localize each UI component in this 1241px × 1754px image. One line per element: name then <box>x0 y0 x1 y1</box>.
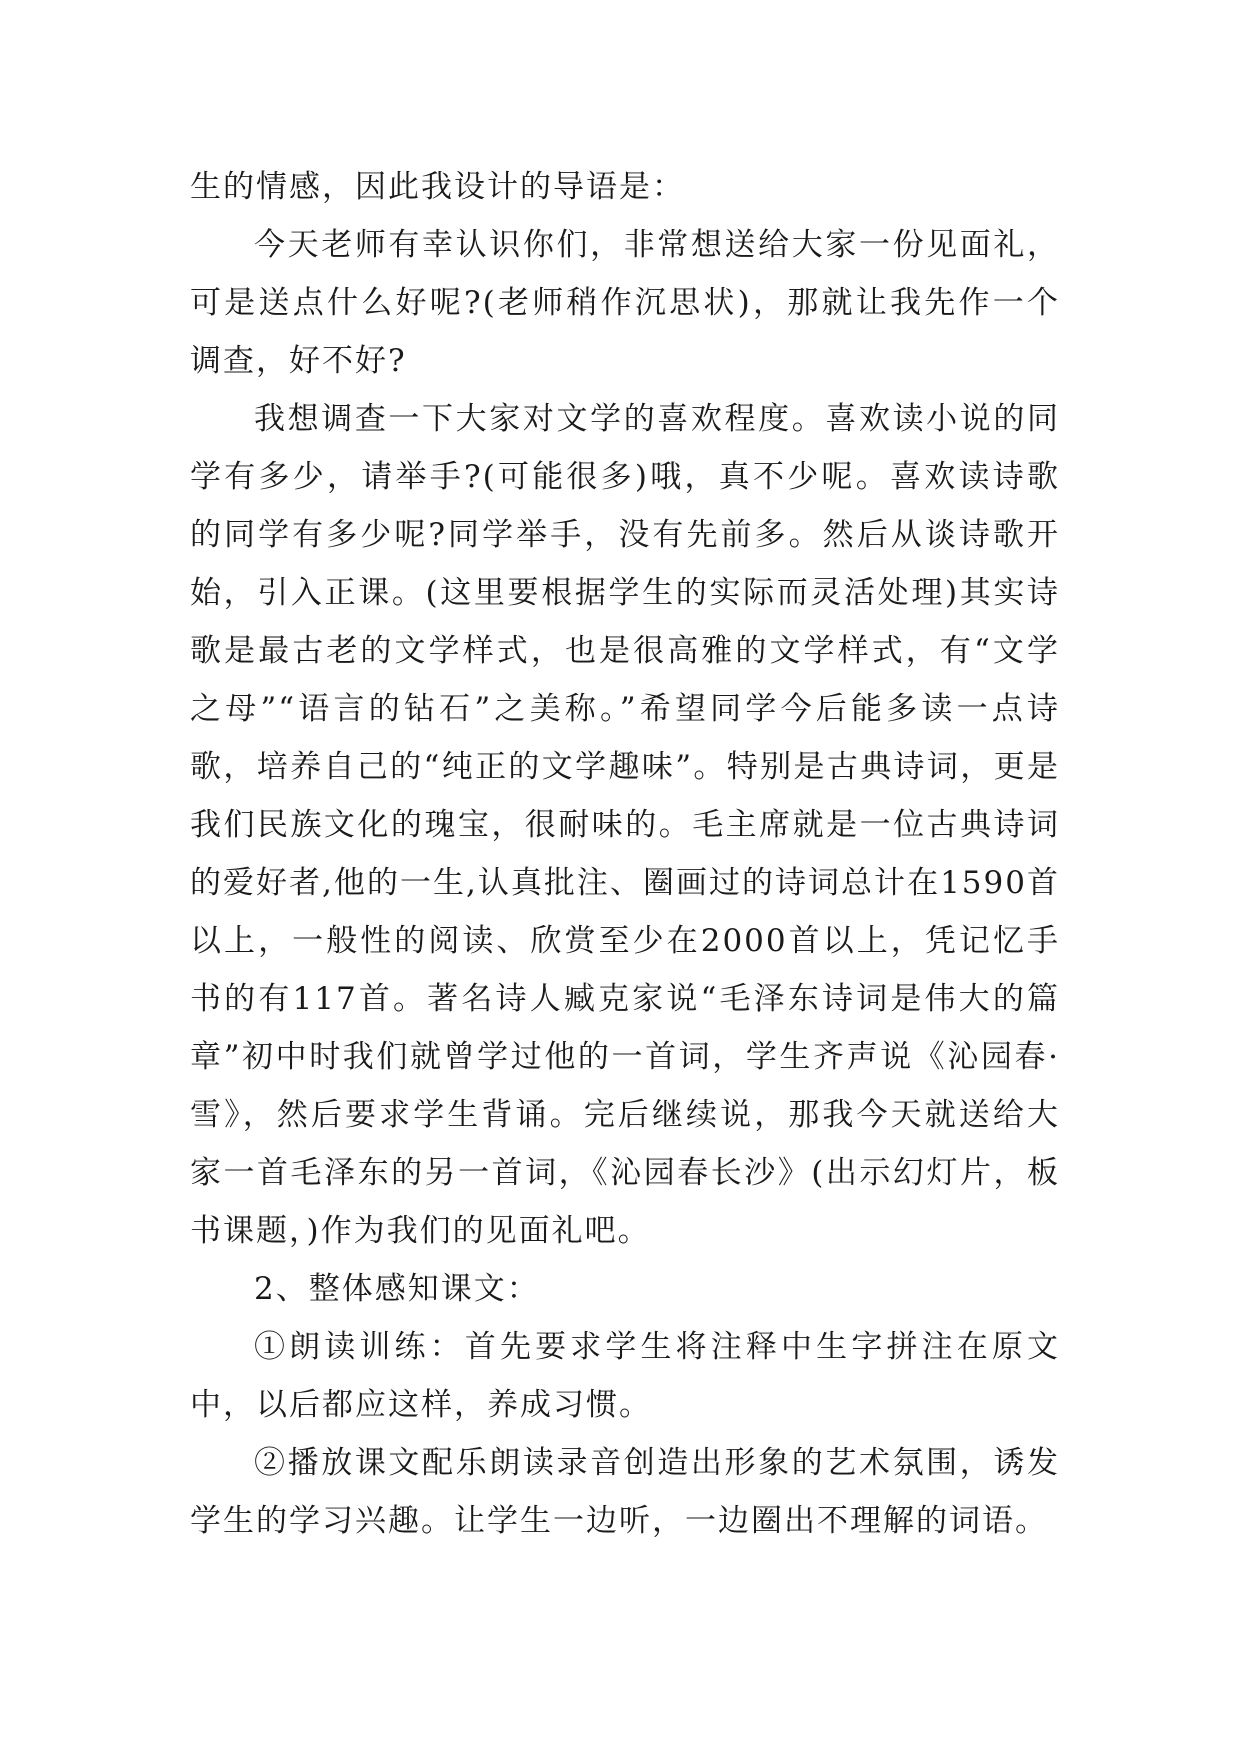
document-body <box>190 158 1060 1550</box>
paragraph-2: 今天老师有幸认识你们，非常想送给大家一份见面礼，可是送点什么好呢?(老师稍作沉思状)，那就让我先作一个调查，好不好? <box>190 227 1060 379</box>
paragraph-audio-playback: ②播放课文配乐朗读录音创造出形象的艺术氛围，诱发学生的学习兴趣。让学生一边听，一边圈出不理解的词语。 <box>190 1445 1060 1539</box>
paragraph-1: 生的情感，因此我设计的导语是： <box>190 169 685 205</box>
section-heading-2: 2、整体感知课文： <box>254 1271 540 1307</box>
paragraph-reading-training: ①朗读训练：首先要求学生将注释中生字拼注在原文中，以后都应这样，养成习惯。 <box>190 1329 1060 1423</box>
paragraph-3: 我想调查一下大家对文学的喜欢程度。喜欢读小说的同学有多少，请举手?(可能很多)哦，真不少呢。喜欢读诗歌的同学有多少呢?同学举手，没有先前多。然后从谈诗歌开始，引入正课。(这里要根据学生的实际而灵活处理)其实诗歌是最古老的文学样式，也是很高雅的文学样式，有“文学之母”“语言的钻石”之美称。”希望同学今后能多读一点诗歌，培养自己的“纯正的文学趣味”。特别是古典诗词，更是我们民族文化的瑰宝，很耐味的。毛主席就是一位古典诗词的爱好者,他的一生,认真批注、圈画过的诗词总计在1590首以上，一般性的阅读、欣赏至少在2000首以上，凭记忆手书的有117首。著名诗人臧克家说“毛泽东诗词是伟大的篇章”初中时我们就曾学过他的一首词，学生齐声说《沁园春·雪》，然后要求学生背诵。完后继续说，那我今天就送给大家一首毛泽东的另一首词，《沁园春长沙》(出示幻灯片，板书课题，)作为我们的见面礼吧。 <box>190 401 1060 1249</box>
